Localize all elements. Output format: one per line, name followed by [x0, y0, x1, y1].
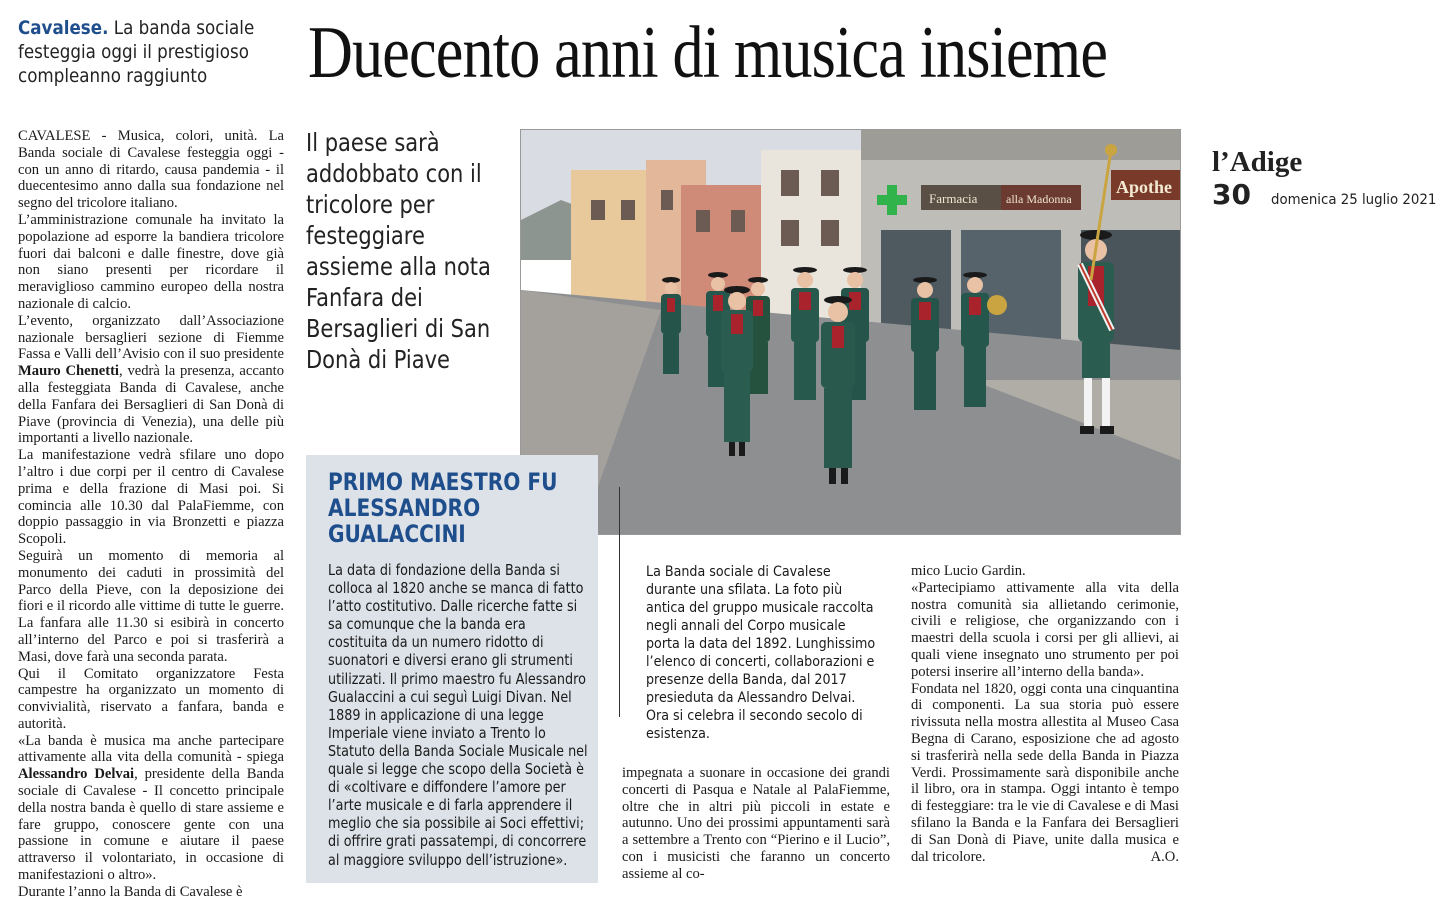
paragraph: La manifestazione vedrà sfilare uno dopo l’altro i due corpi per il centro di Cavalese prima e della frazione di Masi poi. Si comincia alle 10.30 dal PalaFiemme, con doppio passaggio in via Bronzetti e piazza Scopoli. — [18, 447, 284, 548]
kicker — [18, 16, 288, 88]
paragraph: «Partecipiamo attivamente alla vita della nostra comunità sia allietando cerimonie, civili e religiose, che organizzando con i maestri della scuola i corsi per gli allievi, ai quali viene insegnato uno strumento per poi potersi inserire all’interno della banda». — [911, 579, 1179, 680]
shop-sign: Farmacia — [929, 191, 978, 206]
paragraph: Fondata nel 1820, oggi conta una cinquantina di componenti. La sua storia può essere rivissuta nella mostra allestita al Museo Casa Begna di Carano, esposizione che ad agosto si trasferirà nella sede della Banda in Piazza Verdi. Prossimamente sarà disponibile anche il libro, ora in stampa. Oggi intanto è tempo di festeggiare: tra le vie di Cavalese e di Masi sfilano la Banda e la Fanfara dei Bersaglieri di San Donà di Piave, unite dalla musica e dal tricolore. A.O. — [911, 680, 1179, 865]
photo-caption: La Banda sociale di Cavalese durante una sfilata. La foto più antica del gruppo musicale raccolta negli annali del Corpo musicale porta la data del 1892. Lunghissimo l’elenco di concerti, collaborazioni e presenze della Banda, dal 2017 presieduta da Alessandro Delvai. Ora si celebra il secondo secolo di esistenza. — [646, 563, 876, 742]
paragraph: Seguirà un momento di memoria al monumento dei caduti in prossimità del Parco della Pieve, con la deposizione dei fiori e il ricordo alle vittime di tutte le guerre. La fanfara alle 11.30 si esibirà in concerto all’interno del Parco e poi si trasferirà a Masi, dove farà una seconda parata. — [18, 547, 284, 665]
paragraph: Durante l’anno la Banda di Cavalese è — [18, 883, 243, 900]
paragraph: L’evento, organizzato dall’Associazione nazionale bersaglieri sezione di Fiemme Fassa e Valli dell’Avisio con il suo presidente Mauro Chenetti, vedrà la presenza, accanto alla festeggiata Banda di Cavalese, anche della Fanfara dei Bersaglieri di San Donà di Piave (provincia di Venezia), una delle più importanti a livello nazionale. — [18, 312, 284, 447]
paragraph: impegnata a suonare in occasione dei grandi concerti di Pasqua e Natale al PalaFiemme, oltre che in altri più piccoli in estate e autunno. Uno dei prossimi appuntamenti sarà a settembre a Trento con “Pierino e il Lucio”, con i musicisti che faranno un concerto assieme al co- — [622, 765, 890, 882]
shop-sign: Apothe — [1116, 177, 1173, 197]
shop-sign: alla Madonna — [1006, 192, 1072, 206]
caption-rule — [619, 487, 620, 717]
paragraph: Qui il Comitato organizzatore Festa campestre ha organizzato un momento di convivialità, riservato a fanfara, banda e autorità. — [18, 665, 284, 732]
issue-date: domenica 25 luglio 2021 — [1271, 192, 1437, 208]
paragraph: L’amministrazione comunale ha invitato la popolazione ad esporre la bandiera tricolore fuori dai balconi e dalle finestre, dove già non siano presenti per ricordare il meraviglioso cammino europeo della nostra nazionale di calcio. — [18, 211, 284, 312]
newspaper-name: l’Adige — [1212, 146, 1303, 178]
sidebar-box-text: La data di fondazione della Banda si colloca al 1820 anche se manca di fatto l’atto costitutivo. Dalle ricerche fatte si sa comunque che la banda era costituita da un numero ridotto di suonatori e diversi erano gli strumenti utilizzati. Il primo maestro fu Alessandro Gualaccini a cui seguì Luigi Divan. Nel 1889 in applicazione di una legge Imperiale viene inviato a Trento lo Statuto della Banda Sociale Musicale nel quale si legge che scopo della Società è di «coltivare e diffondere l’amore per l’arte musicale e di farla apprendere il meglio che sia possibile ai Soci effettivi; di offrire grati passatempi, di concorrere al maggiore sviluppo dell’istruzione». — [328, 562, 588, 869]
author-signature: A.O. — [1150, 848, 1179, 865]
deck: Il paese sarà addobbato con il tricolore per festeggiare assieme alla nota Fanfara dei Bersaglieri di San Donà di Piave — [306, 128, 491, 374]
paragraph: CAVALESE - Musica, colori, unità. La Banda sociale di Cavalese festeggia oggi - con un anno di ritardo, causa pandemia - il duecentesimo anno dalla sua fondazione nel segno del tricolore italiano. — [18, 128, 284, 212]
kicker-place: Cavalese. — [18, 17, 109, 39]
sidebar-box-title: PRIMO MAESTRO FU ALESSANDRO GUALACCINI — [328, 468, 558, 548]
kicker-text: La banda sociale festeggia oggi il prestigioso compleanno raggiunto — [18, 17, 255, 87]
article-column-3 — [911, 563, 1179, 865]
paragraph: «La banda è musica ma anche partecipare attivamente alla vita della comunità - spiega Alessandro Delvai, presidente della Banda sociale di Cavalese - Il concetto principale della nostra banda è quello di stare assieme e fare gruppo, conoscere gente con una passione in comune e aiutare il paese attraverso il volontariato, in occasione di manifestazioni o altro». — [18, 732, 284, 884]
article-column-2 — [622, 765, 890, 883]
paragraph: mico Lucio Gardin. — [911, 563, 1026, 579]
article-column-1 — [18, 128, 284, 901]
person-name: Alessandro Delvai — [18, 766, 135, 783]
headline: Duecento anni di musica insieme — [308, 12, 1108, 94]
page-number: 30 — [1212, 178, 1251, 211]
band-parade-photo — [520, 129, 1181, 535]
person-name: Mauro Chenetti — [18, 363, 119, 380]
